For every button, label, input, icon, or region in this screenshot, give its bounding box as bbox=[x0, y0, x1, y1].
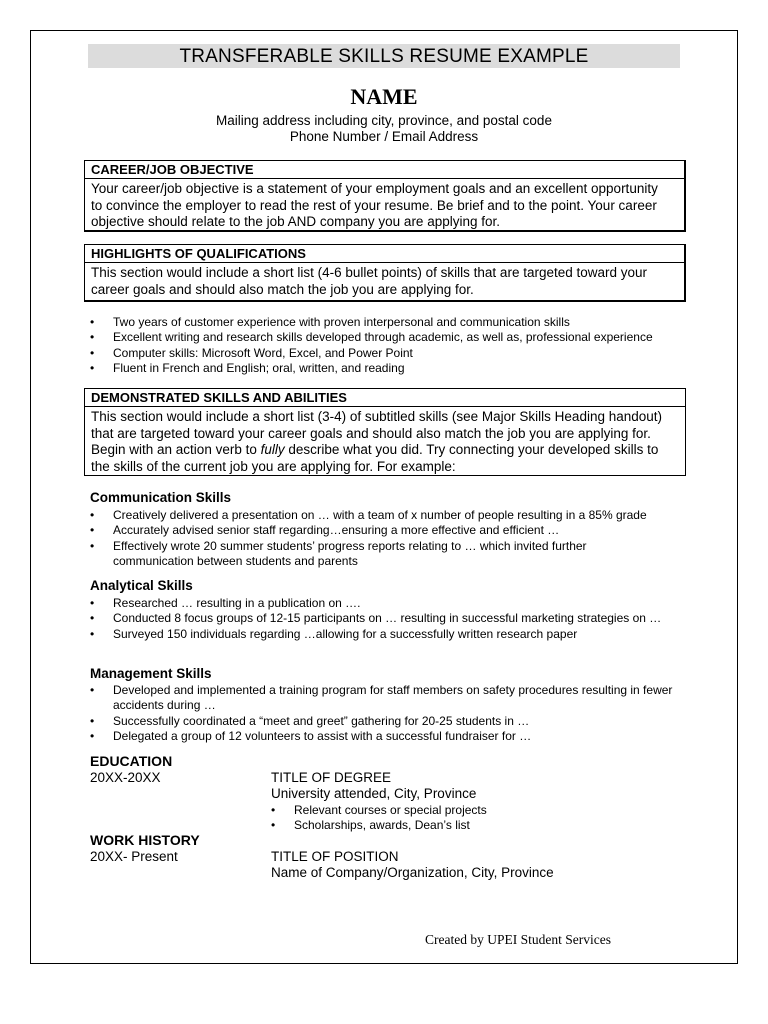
list-item: • Creatively delivered a presentation on … with a team of x number of people resulting in a 85% grade bbox=[90, 508, 690, 523]
education-list bbox=[271, 803, 487, 834]
document-title: TRANSFERABLE SKILLS RESUME EXAMPLE bbox=[88, 44, 680, 68]
mailing-address: Mailing address including city, province, and postal code bbox=[216, 113, 552, 128]
analytical-list bbox=[90, 596, 685, 642]
list-item: • Effectively wrote 20 summer students’ progress reports relating to … which invited further communication between students and parents bbox=[90, 539, 633, 570]
list-item: • Fluent in French and English; oral, written, and reading bbox=[90, 361, 653, 376]
text-segment: describe what you did. Try connecting your developed skills to bbox=[284, 442, 659, 457]
list-item: • Conducted 8 focus groups of 12-15 participants on … resulting in successful marketing strategies on … bbox=[90, 611, 685, 626]
list-item: • Developed and implemented a training program for staff members on safety procedures resulting in fewer accidents during … bbox=[90, 683, 693, 714]
management-heading: Management Skills bbox=[90, 666, 212, 681]
highlights-box bbox=[84, 244, 686, 302]
company: Name of Company/Organization, City, Province bbox=[271, 865, 554, 880]
phone-email: Phone Number / Email Address bbox=[289, 129, 479, 144]
work-dates: 20XX- Present bbox=[90, 849, 178, 864]
objective-box bbox=[84, 160, 686, 232]
list-item: • Computer skills: Microsoft Word, Excel, and Power Point bbox=[90, 346, 653, 361]
list-item: • Researched … resulting in a publication on …. bbox=[90, 596, 685, 611]
list-item: • Two years of customer experience with proven interpersonal and communication skills bbox=[90, 315, 653, 330]
highlights-list bbox=[90, 315, 653, 376]
highlights-text bbox=[85, 263, 684, 301]
communication-list bbox=[90, 508, 690, 569]
text-segment: Begin with an action verb to bbox=[91, 442, 261, 457]
demonstrated-line: that are targeted toward your career goals and should also match the job you are applying for. bbox=[91, 425, 651, 441]
objective-line: Your career/job objective is a statement of your employment goals and an excellent opportunity bbox=[91, 181, 658, 196]
demonstrated-line: the skills of the current job you are applying for. For example: bbox=[91, 458, 456, 474]
objective-text bbox=[85, 179, 684, 234]
education-dates: 20XX-20XX bbox=[90, 770, 161, 785]
demonstrated-box bbox=[84, 388, 686, 476]
demonstrated-line: This section would include a short list (3-4) of subtitled skills (see Major Skills Heading handout) bbox=[91, 409, 663, 424]
highlights-line: career goals and should also match the job you are applying for. bbox=[91, 281, 474, 297]
objective-line: to convince the employer to read the rest of your resume. Be brief and to the point. Your career bbox=[91, 197, 657, 213]
objective-line: objective should relate to the job AND company you are applying for. bbox=[91, 214, 500, 229]
demonstrated-heading: DEMONSTRATED SKILLS AND ABILITIES bbox=[85, 389, 685, 407]
education-heading: EDUCATION bbox=[90, 753, 173, 769]
demonstrated-line bbox=[91, 442, 679, 459]
position-title: TITLE OF POSITION bbox=[271, 849, 399, 864]
emphasis-text: fully bbox=[260, 442, 285, 457]
degree-title: TITLE OF DEGREE bbox=[271, 770, 392, 785]
footer-credit: Created by UPEI Student Services bbox=[425, 932, 611, 947]
highlights-line: This section would include a short list (4-6 bullet points) of skills that are targeted toward your bbox=[91, 265, 648, 280]
list-item: • Relevant courses or special projects bbox=[271, 803, 487, 818]
demonstrated-text bbox=[85, 407, 685, 478]
work-heading: WORK HISTORY bbox=[90, 832, 200, 848]
list-item: • Excellent writing and research skills developed through academic, as well as, professional experience bbox=[90, 330, 653, 345]
analytical-heading: Analytical Skills bbox=[90, 578, 193, 593]
list-item: • Delegated a group of 12 volunteers to assist with a successful fundraiser for … bbox=[90, 729, 690, 744]
highlights-heading: HIGHLIGHTS OF QUALIFICATIONS bbox=[85, 245, 684, 263]
list-item: • Surveyed 150 individuals regarding …allowing for a successfully written research paper bbox=[90, 627, 685, 642]
communication-heading: Communication Skills bbox=[90, 490, 232, 505]
list-item: • Successfully coordinated a “meet and greet” gathering for 20-25 students in … bbox=[90, 714, 690, 729]
university: University attended, City, Province bbox=[271, 786, 477, 801]
list-item: • Accurately advised senior staff regarding…ensuring a more effective and efficient … bbox=[90, 523, 690, 538]
objective-heading: CAREER/JOB OBJECTIVE bbox=[85, 161, 684, 179]
management-list bbox=[90, 683, 690, 744]
list-item: • Scholarships, awards, Dean’s list bbox=[271, 818, 487, 833]
applicant-name: NAME bbox=[350, 84, 418, 109]
